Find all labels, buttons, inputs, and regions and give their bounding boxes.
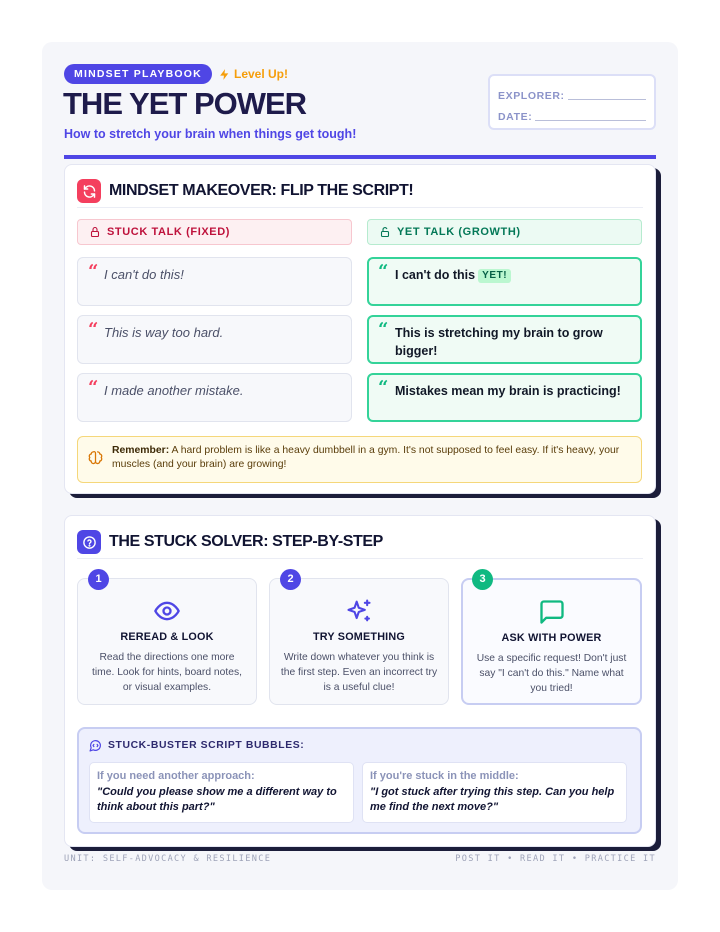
refresh-icon: [77, 179, 101, 203]
script-bubbles-panel: [77, 727, 642, 834]
bubbles-title: STUCK-BUSTER SCRIPT BUBBLES:: [108, 740, 305, 751]
student-info-box: [488, 74, 656, 130]
stuck-quote: [77, 315, 352, 364]
playbook-badge: MINDSET PLAYBOOK: [64, 64, 212, 84]
page-title: THE YET POWER: [63, 86, 307, 121]
step-number: 2: [280, 569, 301, 590]
stuck-text: This is way too hard.: [104, 325, 224, 340]
brain-icon: [87, 449, 104, 466]
step-card: [77, 573, 257, 705]
eye-icon: [153, 597, 181, 625]
yet-badge: YET!: [478, 269, 511, 283]
worksheet: [42, 42, 678, 890]
help-circle-icon: [77, 530, 101, 554]
stuck-text: I can't do this!: [104, 267, 184, 282]
sparkles-icon: [345, 597, 373, 625]
step-description: Write down whatever you think is the first step. Even an incorrect try is a useful clue!: [280, 652, 438, 693]
growth-header-label: YET TALK (GROWTH): [397, 226, 521, 238]
growth-column-header: [367, 219, 642, 245]
fixed-column-header: [77, 219, 352, 245]
step-card: [269, 573, 449, 705]
growth-text: This is stretching my brain to grow bigger!: [395, 326, 603, 358]
lock-icon: [89, 226, 101, 238]
date-label: DATE:: [498, 111, 533, 123]
quote-mark-icon: “: [378, 319, 389, 340]
step-title: REREAD & LOOK: [120, 631, 214, 643]
fixed-header-label: STUCK TALK (FIXED): [107, 226, 231, 238]
footer-unit: UNIT: SELF-ADVOCACY & RESILIENCE: [64, 854, 272, 864]
divider: [77, 207, 643, 208]
stuck-solver-card: [64, 515, 656, 847]
growth-text: Mistakes mean my brain is practicing!: [395, 384, 621, 398]
chat-bubble-icon: [89, 739, 102, 752]
step-description: Use a specific request! Don't just say "I can't do this." Name what you tried!: [476, 653, 627, 694]
script-bubble: [362, 762, 627, 823]
makeover-title: MINDSET MAKEOVER: FLIP THE SCRIPT!: [109, 182, 414, 199]
lightning-icon: [218, 68, 231, 81]
solver-title: THE STUCK SOLVER: STEP-BY-STEP: [109, 533, 383, 550]
bubble-text: "Could you please show me a different way to think about this part?": [97, 786, 337, 813]
growth-quote: [367, 373, 642, 422]
message-square-icon: [538, 598, 566, 626]
quote-mark-icon: “: [88, 319, 99, 340]
quote-mark-icon: “: [378, 377, 389, 398]
remember-note: [77, 436, 642, 483]
level-up-label: Level Up!: [234, 67, 289, 81]
remember-label: Remember:: [112, 445, 170, 456]
stuck-quote: [77, 373, 352, 422]
footer-motto: POST IT • READ IT • PRACTICE IT: [455, 854, 656, 864]
step-description: Read the directions one more time. Look for hints, board notes, or visual examples.: [92, 652, 242, 693]
divider: [77, 558, 643, 559]
quote-mark-icon: “: [88, 261, 99, 282]
step-title: ASK WITH POWER: [501, 632, 602, 644]
step-title: TRY SOMETHING: [313, 631, 405, 643]
level-up-tag: [218, 65, 288, 83]
unlock-icon: [379, 226, 391, 238]
step-card: [461, 573, 642, 705]
script-bubble: [89, 762, 354, 823]
stuck-text: I made another mistake.: [104, 383, 244, 398]
step-number: 3: [472, 569, 493, 590]
bubble-label: If you're stuck in the middle:: [370, 770, 519, 782]
bubble-text: "I got stuck after trying this step. Can you help me find the next move?": [370, 786, 615, 813]
header-divider: [64, 155, 656, 159]
stuck-quote: [77, 257, 352, 306]
explorer-label: EXPLORER:: [498, 90, 565, 102]
growth-quote: [367, 315, 642, 364]
step-number: 1: [88, 569, 109, 590]
mindset-makeover-card: [64, 164, 656, 494]
page-subtitle: How to stretch your brain when things get tough!: [64, 127, 357, 141]
date-field[interactable]: [535, 120, 646, 121]
quote-mark-icon: “: [88, 377, 99, 398]
bubble-label: If you need another approach:: [97, 770, 255, 782]
remember-text: A hard problem is like a heavy dumbbell in a gym. It's not supposed to feel easy. If it's heavy, your muscles (and your brain) are growing!: [112, 445, 620, 470]
quote-mark-icon: “: [378, 261, 389, 282]
growth-quote: [367, 257, 642, 306]
explorer-field[interactable]: [568, 99, 646, 100]
growth-text: I can't do this: [395, 268, 476, 282]
bubbles-header: [89, 739, 304, 752]
